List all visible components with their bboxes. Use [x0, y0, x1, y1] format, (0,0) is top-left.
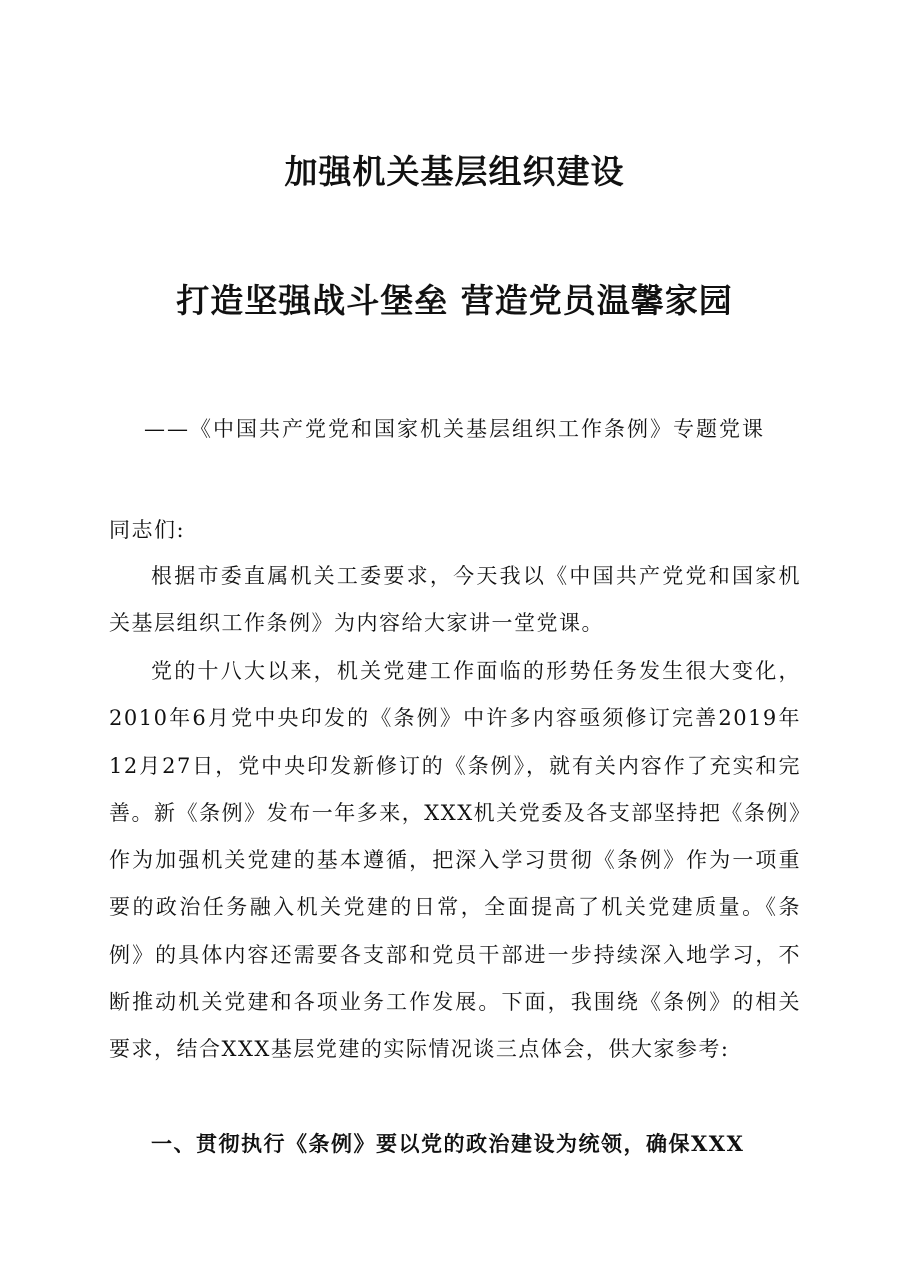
document-subtitle: ——《中国共产党党和国家机关基层组织工作条例》专题党课: [144, 417, 765, 441]
document-title-line-2: 打造坚强战斗堡垒 营造党员温馨家园: [176, 281, 733, 320]
salutation: 同志们:: [109, 518, 186, 542]
paragraph-2: 党的十八大以来，机关党建工作面临的形势任务发生很大变化，2010年6月党中央印发的《条例》中许多内容亟须修订完善2019年12月27日，党中央印发新修订的《条例》，就有关内容作了充实和完善。新《条例》发布一年多来，XXX机关党委及各支部坚持把《条例》作为加强机关党建的基本遵循，把深入学习贯彻《条例》作为一项重要的政治任务融入机关党建的日常，全面提高了机关党建质量。《条例》的具体内容还需要各支部和党员干部进一步持续深入地学习，不断推动机关党建和各项业务工作发展。下面，我围绕《条例》的相关要求，结合XXX基层党建的实际情况谈三点体会，供大家参考:: [109, 659, 801, 1062]
paragraph-1: 根据市委直属机关工委要求，今天我以《中国共产党党和国家机关基层组织工作条例》为内容给大家讲一堂党课。: [109, 564, 801, 636]
document-title-line-1: 加强机关基层组织建设: [284, 152, 625, 191]
section-heading-1: 一、贯彻执行《条例》要以党的政治建设为统领，确保XXX: [151, 1131, 745, 1156]
